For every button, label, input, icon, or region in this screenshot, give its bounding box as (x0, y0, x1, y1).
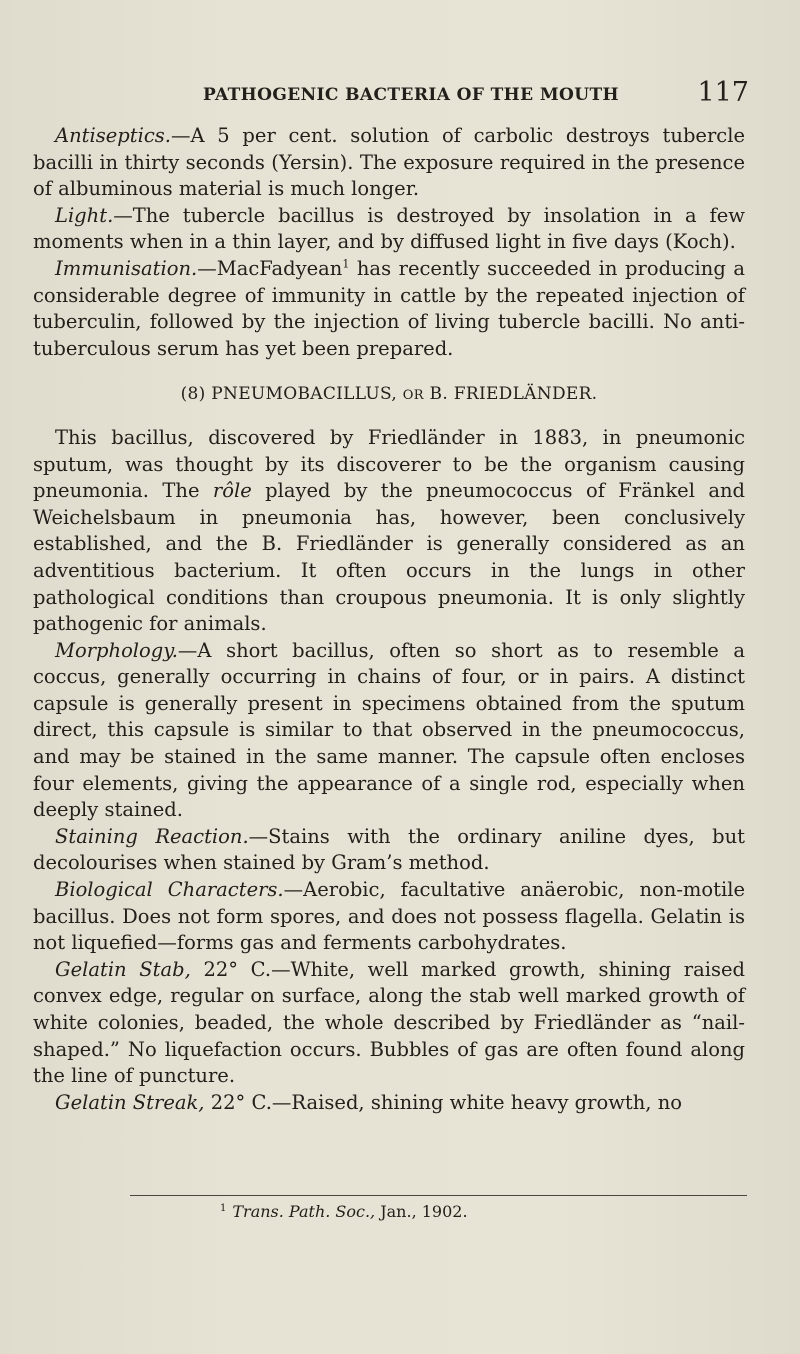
footnote-text: Jan., 1902. (375, 1202, 468, 1221)
paragraph-text: —A short bacillus, often so short as to resemble a coccus, generally occurring in chains of four, or in pairs. A distinct capsule is generally present in specimens obtained from the sputum direct, this capsule is similar to that observed in the pneumococcus, and may be stained in the same manner. The capsule often encloses four elements, giving the appearance of a single rod, especially when deeply stained. (33, 638, 745, 822)
run-in-heading: Light. (55, 203, 114, 227)
section-heading: (8) PNEUMOBACILLUS, OR B. FRIEDLÄNDER. (180, 384, 598, 405)
paragraph-text: —A 5 per cent. solution of carbolic destroys tubercle bacilli in thirty seconds (Yersin). The exposure required in the presence of albuminous material is much longer. (33, 124, 745, 201)
paragraph-text: 22° C.—Raised, shining white heavy growth, no (204, 1090, 682, 1114)
footnote (220, 1202, 720, 1221)
paragraph-light (33, 203, 745, 256)
paragraph-staining (33, 824, 745, 877)
paragraph-immunisation (33, 256, 745, 362)
body-text (33, 123, 745, 1116)
footnote-reference: 1 (342, 257, 350, 271)
footnote-marker: 1 (220, 1202, 227, 1214)
paragraph-text: has recently succeeded in producing a considerable degree of immunity in cattle by the repeated injection of tuberculin, followed by the injection of living tubercle bacilli. No anti-tuberculous serum has yet been prepared. (33, 256, 745, 360)
paragraph-text: —Stains with the ordinary aniline dyes, but decolourises when stained by Gram’s method. (33, 824, 745, 875)
paragraph-text: —MacFadyean (197, 256, 343, 280)
run-in-heading: Gelatin Stab, (55, 957, 191, 981)
paragraph-intro: This bacillus, discovered by Friedländer in 1883, in pneumonic sputum, was thought by its discoverer to be the organism causing pneumonia. The rôle played by the pneumococcus of Fränkel and Weichelsbaum in pneumonia has, however, been conclusively established, and the B. Friedländer is generally considered as an adventitious bacterium. It often occurs in the lungs in other pathological conditions than croupous pneumonia. It is only slightly pathogenic for animals. (33, 425, 745, 636)
footnote-journal: Trans. Path. Soc., (232, 1202, 376, 1221)
running-header (203, 73, 749, 113)
running-title: PATHOGENIC BACTERIA OF THE MOUTH (203, 85, 619, 105)
paragraph-text: —The tubercle bacillus is destroyed by insolation in a few moments when in a thin layer, and by diffused light in five days (Koch). (33, 203, 745, 254)
page-number: 117 (697, 77, 749, 108)
paragraph-antiseptics (33, 123, 745, 203)
footnote-divider (130, 1195, 747, 1196)
run-in-heading: Staining Reaction. (55, 824, 249, 848)
paragraph-gelatin-streak (33, 1090, 745, 1117)
paragraph-biological (33, 877, 745, 957)
paragraph-text: 22° C.—White, well marked growth, shining raised convex edge, regular on surface, along the stab well marked growth of white colonies, beaded, the whole described by Friedländer as “nail-shaped.” No liquefaction occurs. Bubbles of gas are often found along the line of puncture. (33, 957, 746, 1088)
run-in-heading: Antiseptics. (55, 124, 171, 147)
run-in-heading: Biological Characters. (55, 878, 284, 902)
run-in-heading: Gelatin Streak, (55, 1090, 205, 1114)
paragraph-text: —Aerobic, facultative anäerobic, non-motile bacillus. Does not form spores, and does not possess flagella. Gelatin is not liquefied—forms gas and ferments carbohydrates. (33, 878, 745, 955)
paragraph-morphology (33, 638, 745, 824)
run-in-heading: Immunisation. (55, 256, 198, 280)
run-in-heading: Morphology. (55, 638, 178, 662)
paragraph-gelatin-stab (33, 957, 745, 1090)
